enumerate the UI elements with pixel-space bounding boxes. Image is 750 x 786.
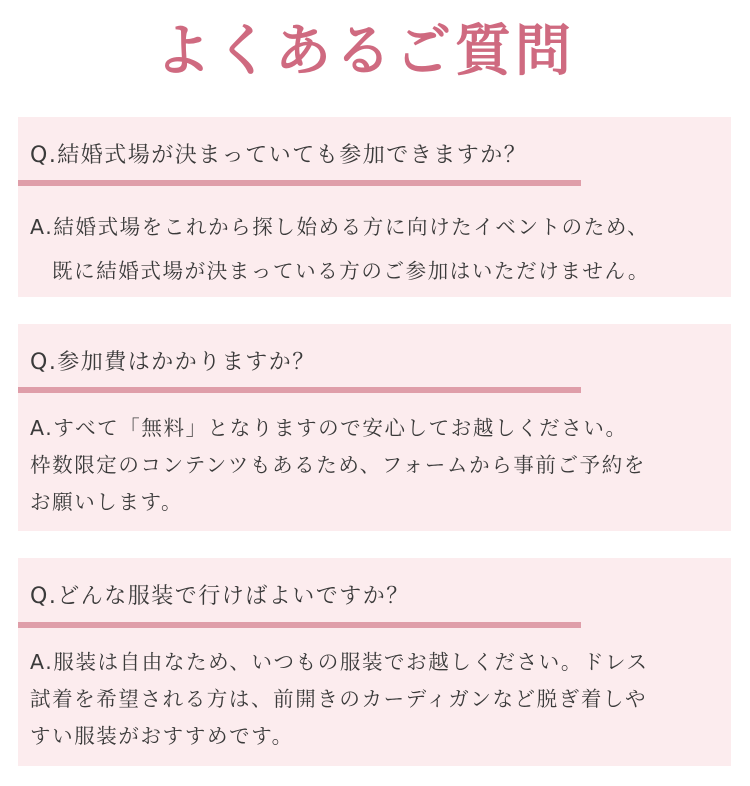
faq-answer-line: 既に結婚式場が決まっている方のご参加はいただけません。 <box>52 259 650 283</box>
faq-divider <box>18 180 581 186</box>
faq-answer-line: A.結婚式場をこれから探し始める方に向けたイベントのため、 <box>30 215 650 239</box>
faq-answer-line: 枠数限定のコンテンツもあるため、フォームから事前ご予約を <box>30 453 646 477</box>
faq-divider <box>18 622 581 628</box>
page-title: よくあるご質問 <box>155 19 575 84</box>
faq-item-1 <box>18 117 731 297</box>
faq-answer-line: 試着を希望される方は、前開きのカーディガンなど脱ぎ着しや <box>30 687 648 711</box>
faq-answer-line: A.服装は自由なため、いつもの服装でお越しください。ドレス <box>30 650 649 674</box>
faq-item-2 <box>18 324 731 531</box>
faq-item-3 <box>18 558 731 766</box>
faq-answer-line: すい服装がおすすめです。 <box>30 724 294 748</box>
faq-answer <box>30 205 730 293</box>
faq-answer <box>30 410 730 521</box>
faq-question: Q.どんな服装で行けばよいですか？ <box>30 584 410 609</box>
faq-answer <box>30 644 730 755</box>
faq-divider <box>18 387 581 393</box>
faq-question: Q.結婚式場が決まっていても参加できますか？ <box>30 143 528 168</box>
faq-answer-line: A.すべて「無料」となりますので安心してお越しください。 <box>30 416 628 440</box>
faq-question: Q.参加費はかかりますか？ <box>30 350 316 375</box>
faq-answer-line: お願いします。 <box>30 490 184 514</box>
